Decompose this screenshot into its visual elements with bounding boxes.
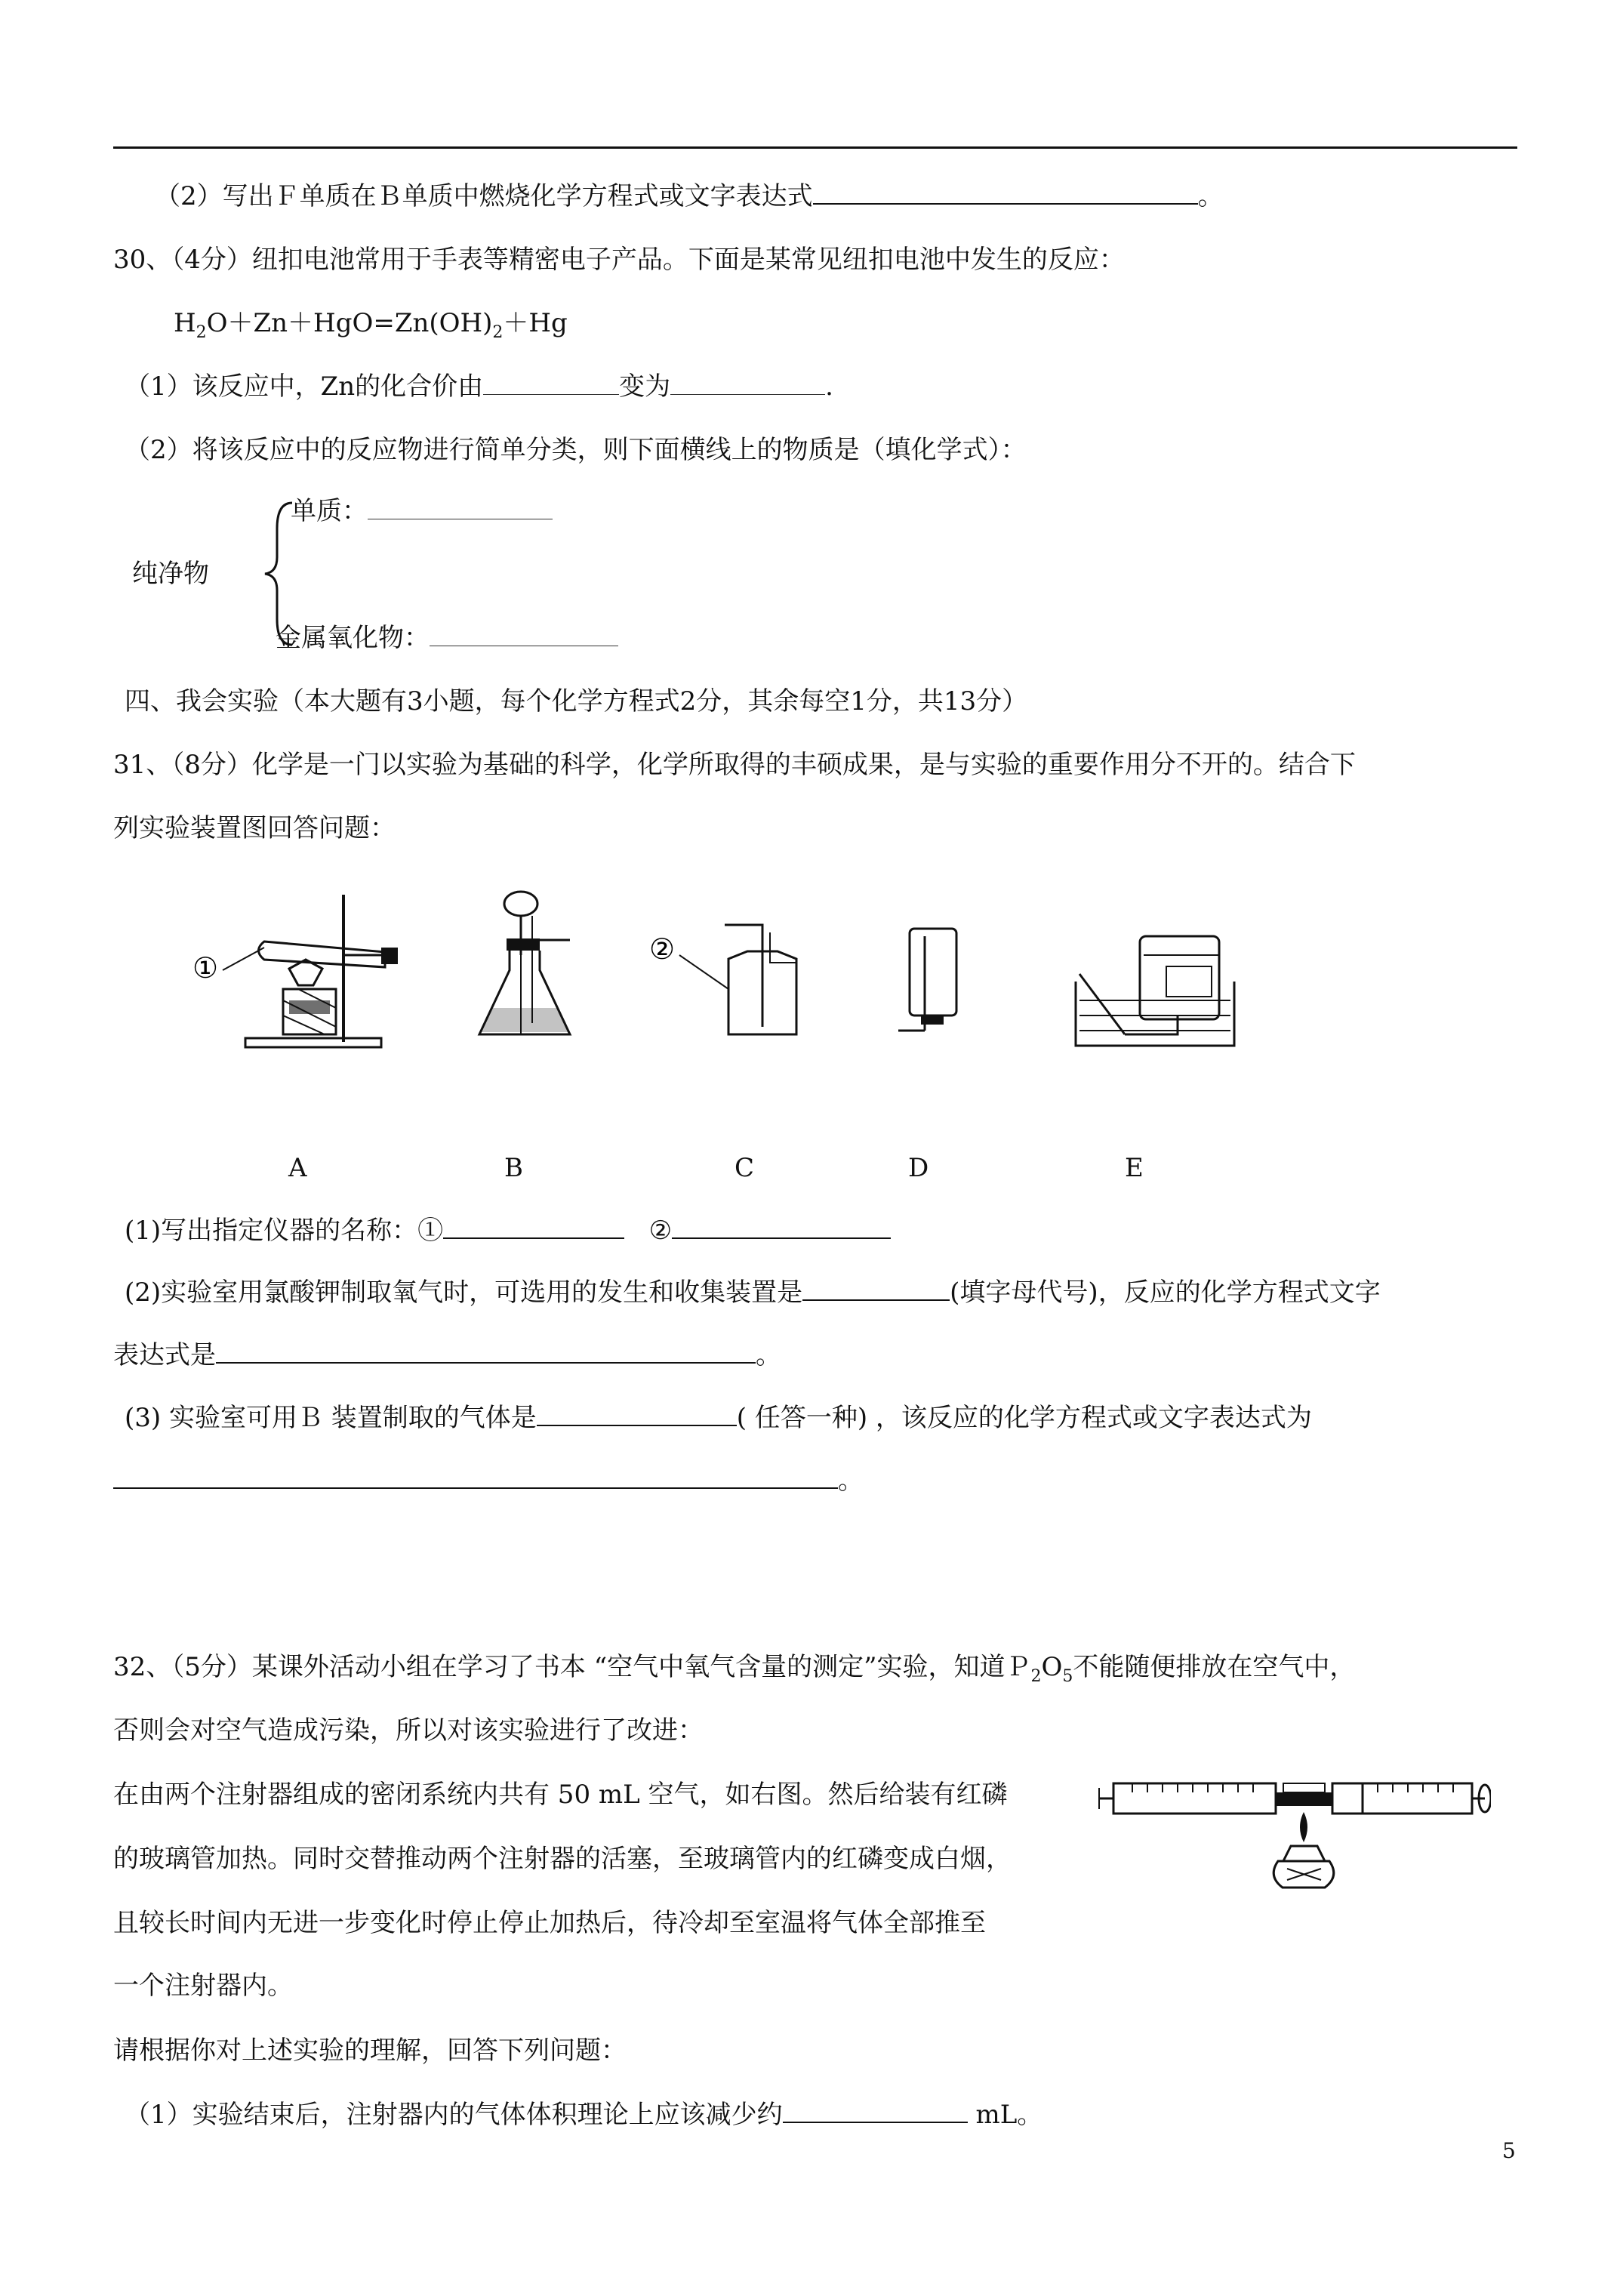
q32-volume-blank[interactable] (783, 2099, 968, 2123)
q30-part2: （2）将该反应中的反应物进行简单分类，则下面横线上的物质是（填化学式）： (125, 435, 1027, 465)
q31-part2-line1: (2)实验室用氯酸钾制取氧气时，可选用的发生和收集装置是 (填字母代号)，反应的化学方程式文字 (125, 1277, 1381, 1308)
q31-header-line1: 31、（8分）化学是一门以实验为基础的科学，化学所取得的丰硕成果，是与实验的重要作用分不开的。结合下 (113, 750, 1356, 780)
apparatus-label-a: A (288, 1153, 307, 1183)
q32-body-line4: 一个注射器内。 (113, 1971, 293, 2001)
apparatus-e-water-trough (1072, 932, 1238, 1049)
q31-instrument2-blank[interactable] (672, 1215, 891, 1239)
q30-part1: （1）该反应中，Zn的化合价由 变为 . (125, 371, 833, 402)
q32-header-line2: 否则会对空气造成污染，所以对该实验进行了改进： (113, 1715, 704, 1746)
q32-body-line3: 且较长时间内无进一步变化时停止停止加热后，待冷却至室温将气体全部推至 (113, 1908, 986, 1938)
apparatus-label-e: E (1125, 1153, 1144, 1183)
section4-title: 四、我会实验（本大题有3小题，每个化学方程式2分，其余每空1分，共13分） (125, 686, 1028, 717)
q32-header-line1: 32、（5分）某课外活动小组在学习了书本 “空气中氧气含量的测定”实验，知道$P_2O_5$不能随便排放在空气中， (113, 1652, 1356, 1686)
q30-valence-from-blank[interactable] (483, 371, 619, 395)
q31-apparatus-choice-blank[interactable] (802, 1277, 950, 1301)
marker-1: ① (192, 951, 219, 985)
q30-oxide-blank[interactable] (430, 623, 618, 646)
q29-part2: （2）写出Ｆ单质在Ｂ单质中燃烧化学方程式或文字表达式 。 (155, 181, 1224, 211)
syringe-apparatus-figure (1098, 1767, 1491, 1899)
q32-prompt: 请根据你对上述实验的理解，回答下列问题： (113, 2036, 627, 2066)
q30-equation: $H_2O+Zn+HgO=Zn(OH)_2+Hg$ (174, 308, 568, 342)
q32-body-line1: 在由两个注射器组成的密闭系统内共有 50 mL 空气，如右图。然后给装有红磷 (113, 1780, 1008, 1810)
q30-element-blank[interactable] (368, 496, 553, 519)
q31-header-line2: 列实验装置图回答问题： (113, 813, 396, 843)
q31-part1: (1)写出指定仪器的名称：① ② (125, 1214, 891, 1247)
q31-instrument1-blank[interactable] (443, 1215, 624, 1239)
q29-answer-blank[interactable] (813, 180, 1198, 205)
q31-part2-line2: 表达式是 。 (113, 1340, 781, 1370)
q31-equation-blank[interactable] (216, 1339, 756, 1364)
q32-body-line2: 的玻璃管加热。同时交替推动两个注射器的活塞，至玻璃管内的红磷变成白烟， (113, 1844, 1012, 1874)
header-rule (113, 146, 1517, 149)
apparatus-label-d: D (908, 1153, 929, 1183)
apparatus-label-c: C (735, 1153, 755, 1183)
q30-header: 30、（4分）纽扣电池常用于手表等精密电子产品。下面是某常见纽扣电池中发生的反应： (113, 245, 1125, 275)
q31-gas-blank[interactable] (537, 1402, 737, 1426)
q30-class-root: 纯净物 (132, 559, 209, 589)
apparatus-label-b: B (504, 1153, 523, 1183)
q30-class-element: 单质： (291, 495, 553, 528)
marker-2: ② (649, 932, 676, 966)
q30-class-oxide: 金属氧化物： (276, 621, 618, 655)
page-number: 5 (1502, 2138, 1516, 2163)
q30-valence-to-blank[interactable] (670, 371, 825, 395)
apparatus-d-collector (895, 925, 962, 1038)
q31-gas-equation-blank[interactable] (113, 1465, 838, 1489)
q31-part3-line2: 。 (113, 1464, 864, 1497)
q31-part3-line1: (3) 实验室可用Ｂ 装置制取的气体是 ( 任答一种) ，该反应的化学方程式或文字表达式为 (125, 1403, 1312, 1433)
q32-part1: （1）实验结束后，注射器内的气体体积理论上应该减少约 mL。 (125, 2100, 1043, 2130)
apparatus-a-heating-setup (192, 887, 411, 1053)
apparatus-c-gas-bottle (649, 917, 800, 1046)
apparatus-b-flask-funnel (472, 887, 577, 1049)
